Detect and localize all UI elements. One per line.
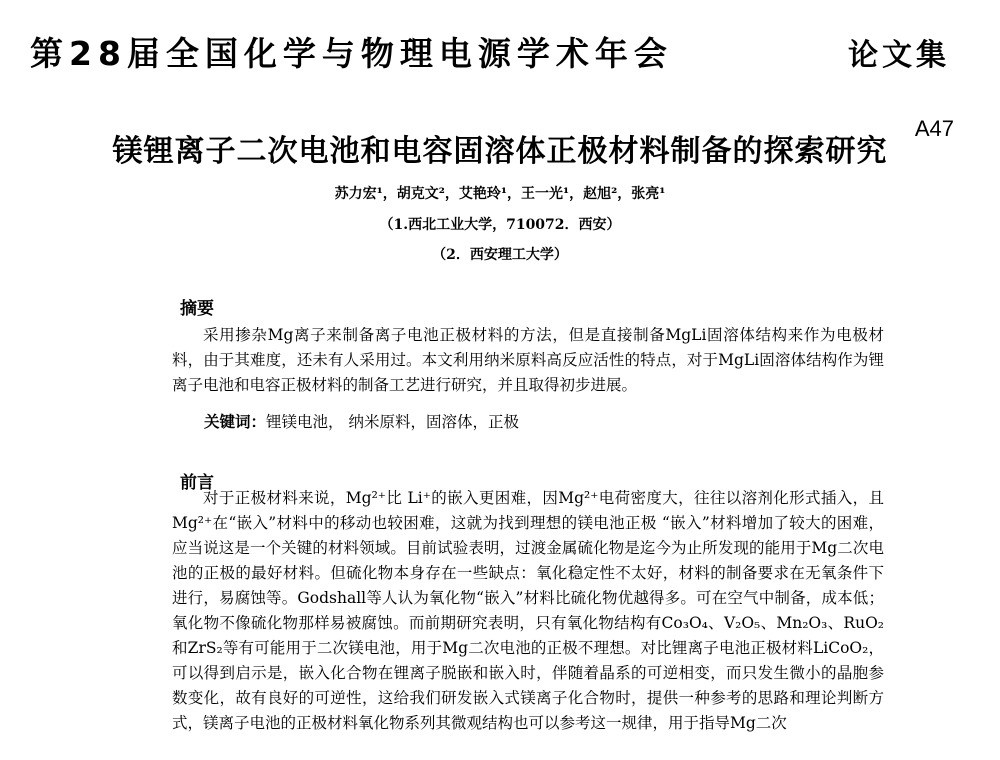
keywords-line <box>204 410 519 432</box>
introduction-heading: 前言 <box>180 473 214 493</box>
introduction-text: 对于正极材料来说，Mg²⁺比 Li⁺的嵌入更困难，因Mg²⁺电荷密度大，往往以溶剂化形式插入，且 Mg²⁺在“嵌入”材料中的移动也较困难，这就为找到理想的镁电池正极 “嵌入”材料增加了较大的困难，应当说这是一个关键的材料领域。目前试验表明，过渡金属硫化物是迄今为止所发现的能用于Mg二次电池的正极的最好材料。但硫化物本身存在一些缺点：氧化稳定性不太好，材料的制备要求在无氧条件下进行，易腐蚀等。Godshall等人认为氧化物“嵌入”材料比硫化物优越得多。可在空气中制备，成本低；氧化物不像硫化物那样易被腐蚀。而前期研究表明，只有氧化物结构有Co₃O₄、V₂O₅、Mn₂O₃、RuO₂和ZrS₂等有可能用于二次镁电池，用于Mg二次电池的正极不理想。对比锂离子电池正极材料LiCoO₂，可以得到启示是，嵌入化合物在锂离子脱嵌和嵌入时，伴随着晶系的可逆相变，而只发生微小的晶胞参数变化，故有良好的可逆性，这给我们研发嵌入式镁离子化合物时，提供一种参考的思路和理论判断方式，镁离子电池的正极材料氧化物系列其微观结构也可以参考这一规律，用于指导Mg二次 <box>172 489 884 732</box>
affiliation-1: （1.西北工业大学，710072．西安） <box>379 217 621 233</box>
keywords-value: 锂镁电池， 纳米原料，固溶体，正极 <box>266 413 519 431</box>
keywords-label: 关键词： <box>204 412 267 431</box>
paper-title: 镁锂离子二次电池和电容固溶体正极材料制备的探索研究 <box>112 134 888 169</box>
author-list: 苏力宏¹，胡克文²，艾艳玲¹，王一光¹，赵旭²，张亮¹ <box>334 186 666 202</box>
collection-label: 论文集 <box>848 38 950 73</box>
affiliation-2: （2．西安理工大学） <box>432 247 568 263</box>
conference-title: 第28届全国化学与物理电源学术年会 <box>30 34 673 73</box>
abstract-heading: 摘要 <box>180 299 214 319</box>
abstract-text: 采用掺杂Mg离子来制备离子电池正极材料的方法，但是直接制备MgLi固溶体结构来作为电极材料，由于其难度，还未有人采用过。本文利用纳米原料高反应活性的特点，对于MgLi固溶体结构作为锂离子电池和电容正极材料的制备工艺进行研究，并且取得初步进展。 <box>172 326 884 394</box>
paper-code: A47 <box>914 116 954 141</box>
